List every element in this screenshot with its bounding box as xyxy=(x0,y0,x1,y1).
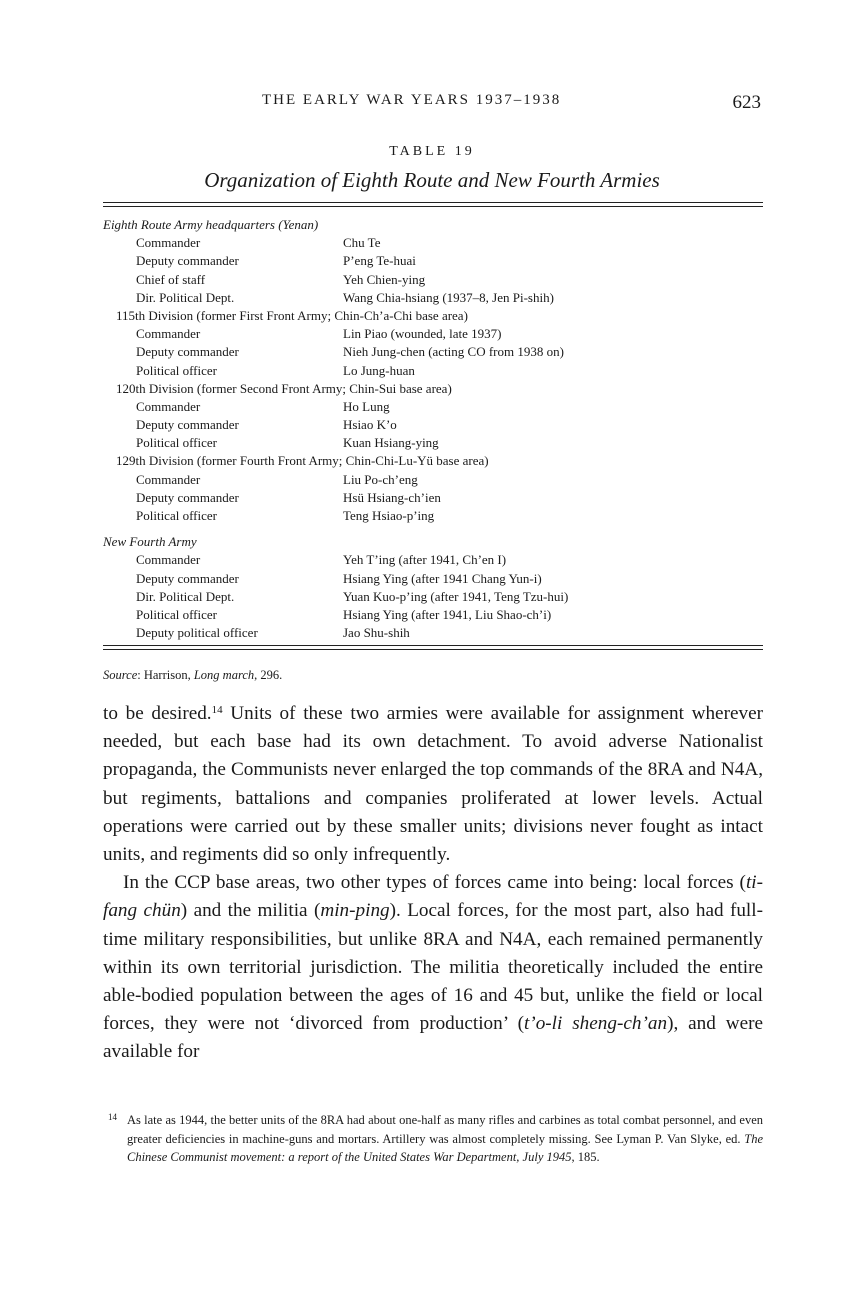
text-run: Units of these two armies were available for assignment wherever needed, but each base had its own detachment. To avoid adverse Nationalist propaganda, the Communists never enlarged the top commands of the 8RA and N4A, but regiments, battalions and companies proliferated at lower levels. Actual operations were carried out by these smaller units; divisions never fought as intact units, and regiments did so only infrequently. xyxy=(103,703,763,866)
role-cell: Commander xyxy=(136,398,201,414)
name-cell: Nieh Jung-chen (acting CO from 1938 on) xyxy=(343,344,564,360)
table-row xyxy=(103,325,763,343)
role-cell: Commander xyxy=(136,552,201,568)
table-row xyxy=(103,234,763,252)
text-run: to be desired. xyxy=(103,703,212,724)
name-cell: Chu Te xyxy=(343,235,381,251)
name-cell: Yeh Chien-ying xyxy=(343,271,426,287)
name-cell: Lo Jung-huan xyxy=(343,362,415,378)
table-title: Organization of Eighth Route and New Fourth Armies xyxy=(204,168,660,192)
organization-table xyxy=(103,216,763,642)
role-cell: Political officer xyxy=(136,362,217,378)
footnote xyxy=(103,1111,763,1167)
table-row xyxy=(103,416,763,434)
role-cell: Chief of staff xyxy=(136,271,206,287)
role-cell: Political officer xyxy=(136,435,217,451)
source-author: Harrison, xyxy=(143,668,194,682)
division-heading: 129th Division (former Fourth Front Army; Chin-Chi-Lu-Yü base area) xyxy=(116,453,489,469)
section-heading: Eighth Route Army headquarters (Yenan) xyxy=(103,217,319,232)
name-cell: Hsiao K’o xyxy=(343,417,397,433)
role-cell: Dir. Political Dept. xyxy=(136,289,235,305)
italic-term: ti-fang chün xyxy=(103,872,763,922)
role-cell: Deputy commander xyxy=(136,489,239,505)
source-pages: , 296. xyxy=(254,668,283,682)
body-paragraph xyxy=(103,869,763,1066)
table-top-rule xyxy=(103,202,763,203)
source-label: Source xyxy=(103,668,138,682)
table-bottom-rule xyxy=(103,649,763,650)
role-cell: Commander xyxy=(136,235,201,251)
name-cell: Yeh T’ing (after 1941, Ch’en I) xyxy=(343,552,507,568)
name-cell: Hsiang Ying (after 1941 Chang Yun-i) xyxy=(343,570,542,586)
table-bottom-rule-inner xyxy=(103,645,763,646)
text-run: ) and the militia ( xyxy=(180,900,321,922)
italic-term: The Chinese Communist movement: a report of the United States War Department, July 1945 xyxy=(127,1131,763,1164)
name-cell: Jao Shu-shih xyxy=(343,625,410,641)
name-cell: Yuan Kuo-p’ing (after 1941, Teng Tzu-hui) xyxy=(343,588,569,604)
text-run: ). Local forces, for the most part, also had full-time military responsibilities, but unlike 8RA and N4A, each remained permanently within its own territorial jurisdiction. The militia theoretically included the entire able-bodied population between the ages of 16 and 45 but, unlike the field or local forces, they were not ‘divorced from production’ ( xyxy=(103,900,763,1035)
footnote-ref: 14 xyxy=(211,704,223,716)
table-row xyxy=(103,252,763,270)
role-cell: Deputy commander xyxy=(136,570,239,586)
name-cell: Wang Chia-hsiang (1937–8, Jen Pi-shih) xyxy=(343,289,554,305)
table-row xyxy=(103,606,763,624)
name-cell: Liu Po-ch’eng xyxy=(343,471,418,487)
role-cell: Deputy commander xyxy=(136,344,239,360)
table-row xyxy=(103,588,763,606)
role-cell: Deputy political officer xyxy=(136,625,258,641)
table-row xyxy=(103,507,763,525)
page-number: 623 xyxy=(732,92,761,113)
table-row xyxy=(103,489,763,507)
table-row xyxy=(103,289,763,307)
source-work: Long march xyxy=(193,668,255,682)
name-cell: Hsü Hsiang-ch’ien xyxy=(343,489,441,505)
role-cell: Dir. Political Dept. xyxy=(136,588,235,604)
division-heading: 120th Division (former Second Front Army; Chin-Sui base area) xyxy=(116,380,452,396)
name-cell: Kuan Hsiang-ying xyxy=(343,435,439,451)
table-row xyxy=(103,271,763,289)
table-row xyxy=(103,434,763,452)
name-cell: Lin Piao (wounded, late 1937) xyxy=(343,326,502,342)
role-cell: Political officer xyxy=(136,508,217,523)
section-heading: New Fourth Army xyxy=(103,534,197,550)
table-row xyxy=(103,362,763,380)
table-row xyxy=(103,471,763,489)
table-label: TABLE 19 xyxy=(389,144,475,159)
italic-term: min-ping xyxy=(320,900,390,922)
text-run: In the CCP base areas, two other types of forces came into being: local forces ( xyxy=(123,872,746,894)
table-row xyxy=(103,551,763,569)
italic-term: t’o-li sheng-ch’an xyxy=(523,1013,668,1035)
running-head xyxy=(0,92,864,116)
name-cell: Ho Lung xyxy=(343,398,390,414)
text-run: , 185. xyxy=(571,1150,600,1164)
table-row xyxy=(103,398,763,416)
role-cell: Commander xyxy=(136,326,201,342)
running-head-title: THE EARLY WAR YEARS 1937–1938 xyxy=(262,92,562,108)
role-cell: Deputy commander xyxy=(136,253,239,269)
table-source: Source: Harrison, Long march, 296. xyxy=(103,668,283,682)
division-heading: 115th Division (former First Front Army; Chin-Ch’a-Chi base area) xyxy=(116,307,468,323)
name-cell: Teng Hsiao-p’ing xyxy=(343,508,435,523)
table-row xyxy=(103,570,763,588)
footnote-text xyxy=(127,1111,763,1167)
table-top-rule-inner xyxy=(103,206,763,207)
footnote-number: 14 xyxy=(108,1112,117,1122)
table-row xyxy=(103,343,763,361)
table-row xyxy=(103,624,763,642)
text-run: ), and were available for xyxy=(103,1013,763,1063)
text-run: As late as 1944, the better units of the 8RA had about one-half as many rifles and carbines as total combat personnel, and even greater deficiencies in machine-guns and mortars. Artillery was almost completely missing. See Lyman P. Van Slyke, ed. xyxy=(127,1113,763,1146)
body-text xyxy=(103,700,763,1067)
name-cell: Hsiang Ying (after 1941, Liu Shao-ch’i) xyxy=(343,606,552,622)
name-cell: P’eng Te-huai xyxy=(343,253,416,269)
role-cell: Deputy commander xyxy=(136,417,239,433)
role-cell: Political officer xyxy=(136,606,217,622)
role-cell: Commander xyxy=(136,471,201,487)
body-paragraph xyxy=(103,700,763,869)
